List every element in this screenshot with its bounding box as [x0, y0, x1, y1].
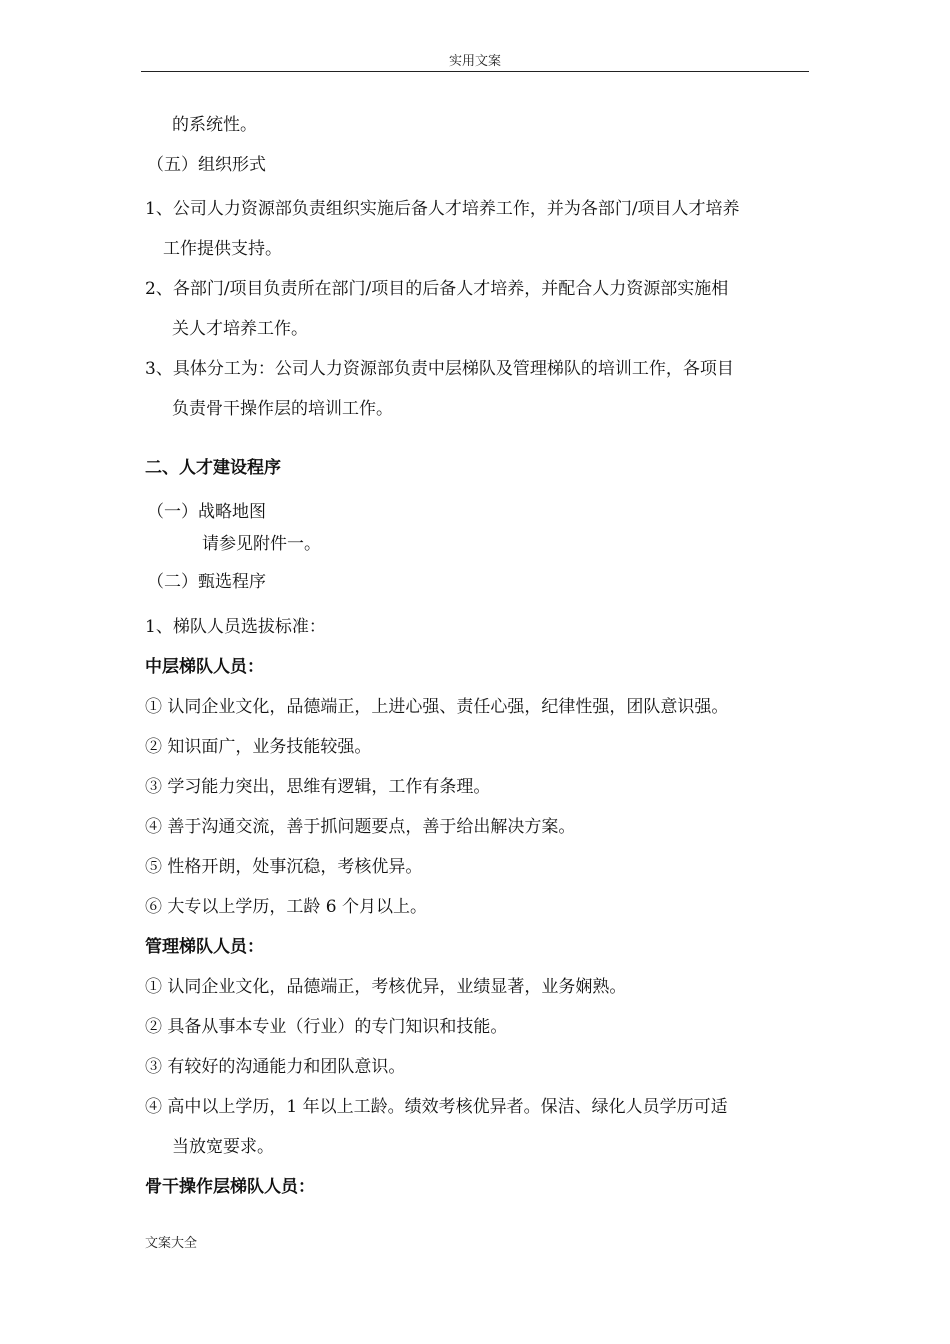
subsection-heading: 中层梯队人员： [145, 657, 264, 677]
section-heading: （二）甄选程序 [147, 572, 266, 592]
paragraph-line: 的系统性。 [172, 115, 257, 135]
subsection-heading: 管理梯队人员： [145, 937, 264, 957]
list-item-continuation: 关人才培养工作。 [172, 319, 308, 339]
list-item-continuation: 当放宽要求。 [172, 1137, 274, 1157]
list-item: ④ 高中以上学历，1 年以上工龄。绩效考核优异者。保洁、绿化人员学历可适 [145, 1097, 728, 1117]
list-item: 2、各部门/项目负责所在部门/项目的后备人才培养，并配合人力资源部实施相 [145, 279, 729, 299]
list-item: ③ 有较好的沟通能力和团队意识。 [145, 1057, 406, 1077]
list-item: ① 认同企业文化，品德端正，上进心强、责任心强，纪律性强，团队意识强。 [145, 697, 729, 717]
paragraph-line: 请参见附件一。 [202, 534, 321, 554]
section-heading: （一）战略地图 [147, 502, 266, 522]
section-heading: （五）组织形式 [147, 155, 266, 175]
list-item: 1、公司人力资源部负责组织实施后备人才培养工作，并为各部门/项目人才培养 [145, 199, 740, 219]
list-item: 3、具体分工为：公司人力资源部负责中层梯队及管理梯队的培训工作，各项目 [145, 359, 734, 379]
page-footer: 文案大全 [145, 1236, 198, 1251]
list-item: ② 具备从事本专业（行业）的专门知识和技能。 [145, 1017, 508, 1037]
page-header: 实用文案 [448, 54, 501, 69]
list-item: ⑤ 性格开朗，处事沉稳，考核优异。 [145, 857, 423, 877]
list-heading: 1、梯队人员选拔标准： [145, 617, 326, 637]
list-item-continuation: 工作提供支持。 [163, 239, 282, 259]
list-item: ② 知识面广，业务技能较强。 [145, 737, 372, 757]
chapter-heading: 二、人才建设程序 [145, 458, 281, 478]
list-item-continuation: 负责骨干操作层的培训工作。 [172, 399, 393, 419]
list-item: ③ 学习能力突出，思维有逻辑，工作有条理。 [145, 777, 491, 797]
subsection-heading: 骨干操作层梯队人员： [145, 1177, 315, 1197]
list-item: ① 认同企业文化，品德端正，考核优异，业绩显著，业务娴熟。 [145, 977, 627, 997]
header-rule [141, 71, 809, 72]
list-item: ④ 善于沟通交流，善于抓问题要点，善于给出解决方案。 [145, 817, 576, 837]
list-item: ⑥ 大专以上学历，工龄 6 个月以上。 [145, 897, 428, 917]
